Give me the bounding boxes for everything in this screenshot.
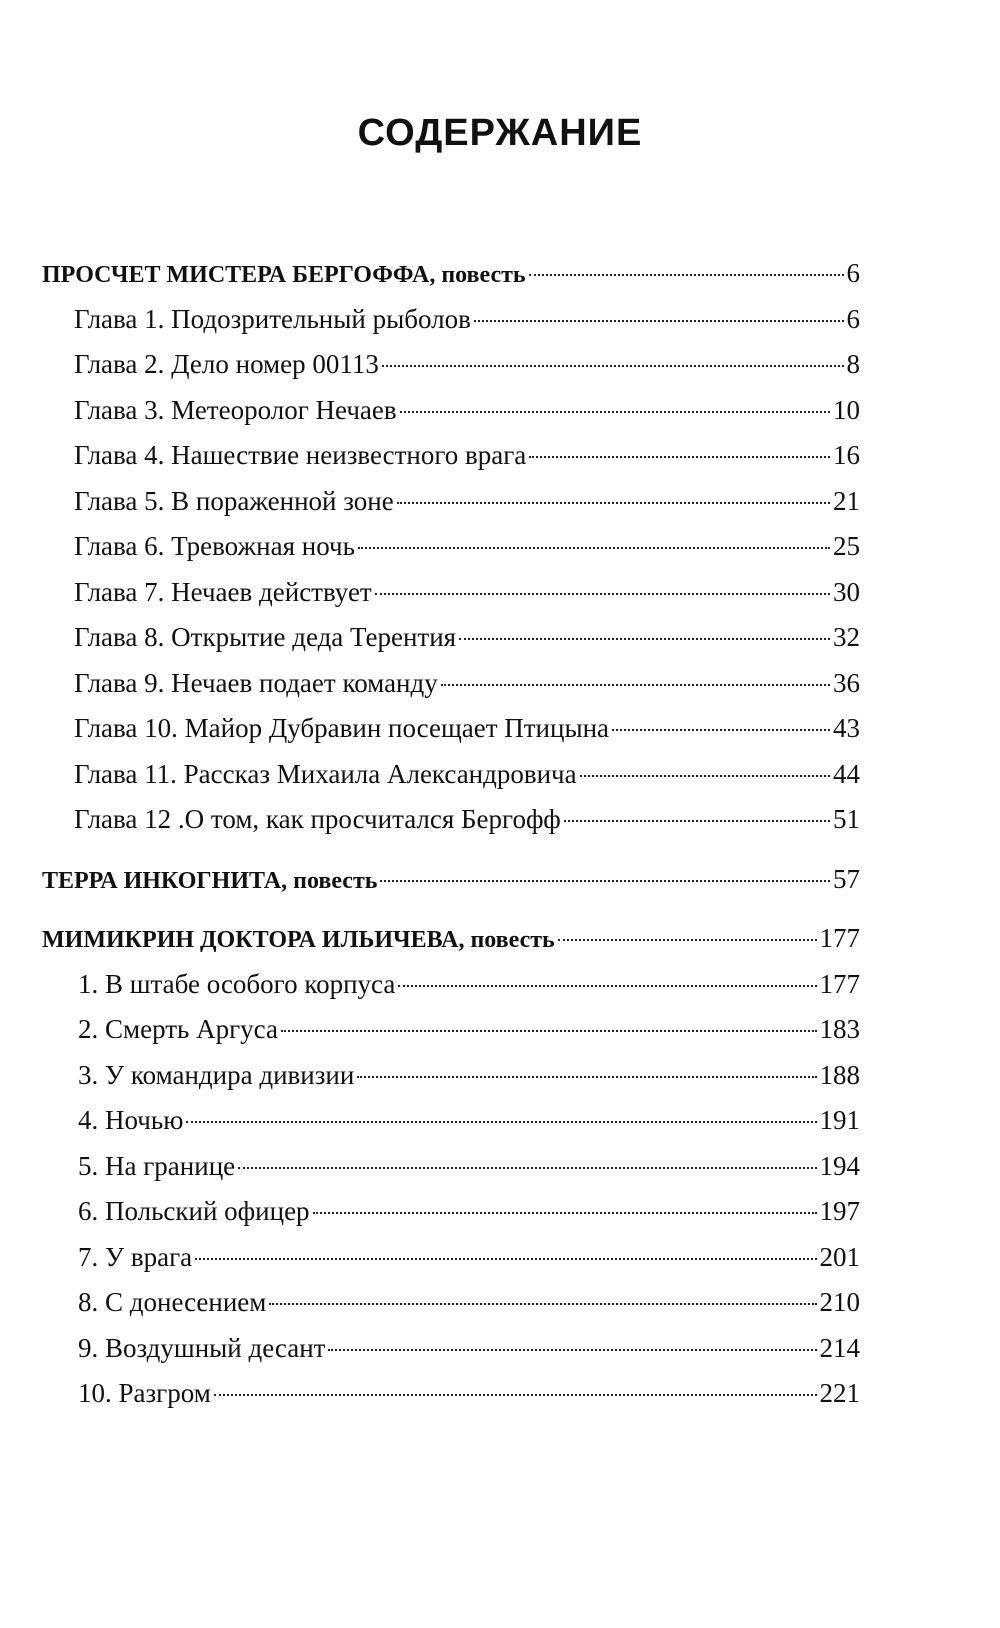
toc-entry-label: 3. У командира дивизии xyxy=(78,1059,355,1090)
toc-page-number: 51 xyxy=(833,804,860,834)
toc-page-number: 221 xyxy=(819,1378,860,1408)
toc-heading-label: ПРОСЧЕТ МИСТЕРА БЕРГОФФА, повесть xyxy=(42,262,526,288)
dot-leader xyxy=(459,638,830,640)
toc-entry-label: 1. В штабе особого корпуса xyxy=(78,968,396,999)
toc-entry xyxy=(42,349,860,395)
toc-entry xyxy=(42,1196,860,1242)
toc-entry-label: 2. Смерть Аргуса xyxy=(78,1014,278,1044)
toc-entry-label: Глава 11. Рассказ Михаила Александровича xyxy=(74,758,577,789)
toc-entry xyxy=(42,668,860,714)
toc-entry xyxy=(42,1378,860,1424)
dot-leader xyxy=(269,1303,816,1305)
toc-page-number: 25 xyxy=(833,531,860,561)
dot-leader xyxy=(558,939,817,941)
toc-entry xyxy=(42,1151,860,1197)
toc-entry-label: Глава 6. Тревожная ночь xyxy=(74,531,355,561)
toc-page-number: 10 xyxy=(833,394,860,425)
dot-leader xyxy=(529,456,830,458)
toc-heading xyxy=(42,258,860,304)
toc-page-number: 188 xyxy=(819,1059,860,1090)
toc-entry-label: Глава 2. Дело номер 00113 xyxy=(74,349,379,379)
toc-entry-label: 4. Ночью xyxy=(78,1105,184,1135)
toc-entry xyxy=(42,395,860,441)
dot-leader xyxy=(382,365,844,367)
toc-entry xyxy=(42,969,860,1015)
toc-entry-label: Глава 1. Подозрительный рыболов xyxy=(74,303,471,334)
dot-leader xyxy=(281,1030,817,1032)
toc-page-number: 6 xyxy=(846,258,860,288)
toc-entry xyxy=(42,486,860,532)
toc-entry-label: Глава 9. Нечаев подает команду xyxy=(74,667,438,698)
toc-entry xyxy=(42,759,860,805)
dot-leader xyxy=(313,1212,817,1214)
toc-entry xyxy=(42,622,860,668)
toc-entry xyxy=(42,1333,860,1379)
toc-heading-label: МИМИКРИН ДОКТОРА ИЛЬИЧЕВА, повесть xyxy=(42,927,555,953)
toc-heading xyxy=(42,864,860,910)
toc-entry xyxy=(42,713,860,759)
toc-entry xyxy=(42,577,860,623)
toc-page-number: 201 xyxy=(819,1241,860,1272)
page-title: СОДЕРЖАНИЕ xyxy=(357,112,643,154)
toc-page-number: 177 xyxy=(819,968,860,999)
toc-heading-label: ТЕРРА ИНКОГНИТА, повесть xyxy=(42,867,378,894)
toc-page-number: 16 xyxy=(833,440,860,470)
toc-page-number: 177 xyxy=(819,923,860,953)
toc-page-number: 210 xyxy=(819,1287,860,1317)
toc-page-number: 214 xyxy=(819,1332,860,1363)
dot-leader xyxy=(397,502,830,504)
toc-entry-label: Глава 3. Метеоролог Нечаев xyxy=(74,394,397,425)
dot-leader xyxy=(214,1394,817,1396)
table-of-contents xyxy=(42,258,860,1424)
toc-entry-label: Глава 8. Открытие деда Терентия xyxy=(74,622,457,652)
toc-page-number: 8 xyxy=(846,349,860,379)
toc-entry-label: Глава 7. Нечаев действует xyxy=(74,576,372,607)
toc-page-number: 36 xyxy=(833,667,860,698)
toc-entry-label: 8. С донесением xyxy=(78,1287,267,1317)
toc-section-terra-incognita xyxy=(42,864,860,910)
toc-entry xyxy=(42,1014,860,1060)
dot-leader xyxy=(400,411,830,413)
toc-entry-label: Глава 10. Майор Дубравин посещает Птицына xyxy=(74,713,610,743)
toc-entry xyxy=(42,531,860,577)
dot-leader xyxy=(398,985,816,987)
toc-entry xyxy=(42,440,860,486)
dot-leader xyxy=(580,775,830,777)
dot-leader xyxy=(328,1349,816,1351)
toc-entry-label: 10. Разгром xyxy=(78,1378,211,1408)
dot-leader xyxy=(380,880,830,882)
toc-entry-label: 6. Польский офицер xyxy=(78,1196,310,1226)
toc-entry-label: Глава 4. Нашествие неизвестного врага xyxy=(74,440,527,470)
toc-entry xyxy=(42,804,860,850)
toc-page-number: 32 xyxy=(833,622,860,652)
dot-leader xyxy=(564,820,830,822)
dot-leader xyxy=(195,1258,816,1260)
toc-page-number: 44 xyxy=(833,758,860,789)
dot-leader xyxy=(358,547,830,549)
toc-entry-label: 5. На границе xyxy=(78,1150,236,1181)
dot-leader xyxy=(238,1167,816,1169)
dot-leader xyxy=(529,274,844,276)
toc-page-number: 194 xyxy=(819,1150,860,1181)
toc-entry xyxy=(42,1105,860,1151)
toc-page-number: 183 xyxy=(819,1014,860,1044)
toc-page-number: 21 xyxy=(833,485,860,516)
dot-leader xyxy=(357,1076,816,1078)
toc-section-mimikrin xyxy=(42,923,860,1424)
toc-page-number: 43 xyxy=(833,713,860,743)
dot-leader xyxy=(474,320,844,322)
toc-entry-label: 7. У врага xyxy=(78,1241,193,1272)
toc-section-bergoff xyxy=(42,258,860,850)
toc-entry-label: Глава 12 .О том, как просчитался Бергофф xyxy=(74,804,561,834)
toc-entry-label: Глава 5. В пораженной зоне xyxy=(74,485,394,516)
toc-page-number: 6 xyxy=(846,303,860,334)
toc-entry xyxy=(42,1287,860,1333)
toc-page-number: 30 xyxy=(833,576,860,607)
toc-entry-label: 9. Воздушный десант xyxy=(78,1332,326,1363)
toc-entry xyxy=(42,1060,860,1106)
dot-leader xyxy=(186,1121,816,1123)
toc-heading xyxy=(42,923,860,969)
dot-leader xyxy=(375,593,830,595)
toc-page-number: 191 xyxy=(819,1105,860,1135)
dot-leader xyxy=(612,729,830,731)
toc-entry xyxy=(42,1242,860,1288)
toc-page-number: 197 xyxy=(819,1196,860,1226)
toc-entry xyxy=(42,304,860,350)
toc-page-number: 57 xyxy=(833,863,860,894)
dot-leader xyxy=(441,684,830,686)
